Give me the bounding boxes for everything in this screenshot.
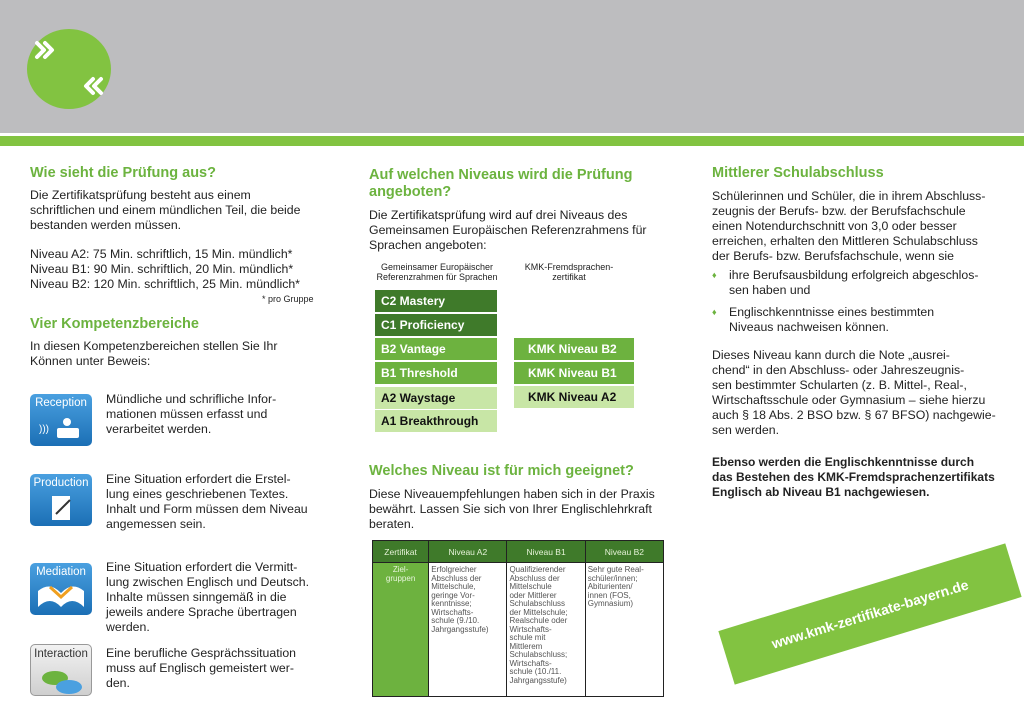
website-banner[interactable]	[718, 543, 1021, 684]
levels-intro: Die Zertifikatsprüfung wird auf drei Niveaus des Gemeinsamen Europäischen Referenzrahmens für Sprachen angeboten:	[369, 208, 647, 252]
which-level-heading: Welches Niveau ist für mich geeignet?	[369, 463, 634, 479]
interaction-text: Eine berufliche Gesprächssituation muss auf Englisch gemeistert wer- den.	[106, 646, 297, 690]
kmk-level-b1: KMK Niveau B1	[514, 362, 634, 384]
level-b2: B2 Vantage	[375, 338, 497, 360]
mediation-icon: Mediation	[30, 563, 92, 615]
per-group-note: * pro Gruppe	[262, 294, 314, 304]
exam-heading: Wie sieht die Prüfung aus?	[30, 165, 216, 181]
level-recommendation-table	[372, 540, 664, 697]
table-header: Niveau A2	[429, 541, 507, 563]
website-link[interactable]: www.kmk-zertifikate-bayern.de	[769, 576, 971, 652]
mediation-text: Eine Situation erfordert die Vermitt- lung zwischen Englisch und Deutsch. Inhalte müssen sinngemäß in die jeweils andere Sprache übertragen werden.	[106, 560, 310, 634]
bullet-item: Englischkenntnisse eines bestimmten Niveaus nachweisen können.	[729, 305, 935, 334]
bullet-icon: ♦	[712, 270, 717, 280]
exam-levels: Niveau A2: 75 Min. schriftlich, 15 Min. mündlich* Niveau B1: 90 Min. schriftlich, 20 Min. mündlich* Niveau B2: 120 Min. schriftlich, 25 Min. mündlich*	[30, 247, 300, 291]
competence-heading: Vier Kompetenzbereiche	[30, 316, 199, 332]
level-b1: B1 Threshold	[375, 362, 497, 384]
header-band	[0, 0, 1024, 133]
table-cell-b2: Sehr gute Real- schüler/innen; Abiturienten/ innen (FOS, Gymnasium)	[585, 563, 663, 697]
header-divider	[0, 136, 1024, 146]
production-icon: Production	[30, 474, 92, 526]
levels-heading: Auf welchen Niveaus wird die Prüfung angeboten?	[369, 167, 633, 200]
level-a2: A2 Waystage	[375, 387, 497, 409]
reception-text: Mündliche und schrifliche Infor- mationen müssen erfasst und verarbeitet werden.	[106, 392, 277, 436]
interaction-icon: Interaction	[30, 644, 92, 696]
level-a1: A1 Breakthrough	[375, 410, 497, 432]
grade-text: Dieses Niveau kann durch die Note „ausrei- chend“ in den Abschluss- oder Jahreszeugnis- sen bestimmter Schularten (z. B. Mittel-, Real-, Wirtschaftsschule oder Gymnasium – siehe hierzu auch § 18 Abs. 2 BSO bzw. § 67 BFSO) nachgewie- sen werden.	[712, 348, 996, 437]
reception-icon: Reception )))	[30, 394, 92, 446]
production-text: Eine Situation erfordert die Erstel- lung eines geschriebenen Textes. Inhalt und Form müssen dem Niveau angemessen sein.	[106, 472, 308, 531]
ger-header: Gemeinsamer Europäischer Referenzrahmen für Sprachen	[376, 262, 498, 282]
competence-intro: In diesen Kompetenzbereichen stellen Sie Ihr Können unter Beweis:	[30, 339, 278, 368]
msa-heading: Mittlerer Schulabschluss	[712, 165, 884, 181]
svg-text:))): )))	[39, 424, 49, 435]
table-header: Niveau B2	[585, 541, 663, 563]
table-cell-a2: Erfolgreicher Abschluss der Mittelschule, geringe Vor- kenntnisse; Wirtschafts- schule (9./10. Jahrgangsstufe)	[429, 563, 507, 697]
which-level-text: Diese Niveauempfehlungen haben sich in der Praxis bewährt. Lassen Sie sich von Ihrer Englischlehrkraft beraten.	[369, 487, 655, 531]
exam-text: Die Zertifikatsprüfung besteht aus einem schriftlichen und einem mündlichen Teil, die beide bestanden werden müssen.	[30, 188, 301, 232]
kmk-level-a2: KMK Niveau A2	[514, 386, 634, 408]
table-header: Zertifikat	[373, 541, 429, 563]
table-row-label: Ziel- gruppen	[373, 563, 429, 697]
table-header: Niveau B1	[507, 541, 585, 563]
table-cell-b1: Qualifizierender Abschluss der Mittelschule oder Mittlerer Schulabschluss der Mittelschule; Realschule oder Wirtschafts- schule mit Mittlerem Schulabschluss; Wirtschafts- schule (10./11. Jahrgangsstufe)	[507, 563, 585, 697]
bullet-item: ihre Berufsausbildung erfolgreich abgeschlos- sen haben und	[729, 268, 979, 297]
kmk-level-b2: KMK Niveau B2	[514, 338, 634, 360]
chevron-logo-icon	[27, 29, 111, 109]
msa-text: Schülerinnen und Schüler, die in ihrem Abschluss- zeugnis der Berufs- bzw. der Berufsfachschule einen Notendurchschnitt von 3,0 oder besser erreichen, erhalten den Mittleren Schulabschluss der Berufs- bzw. Berufsfachschule, wenn sie	[712, 189, 986, 263]
kmk-header: KMK-Fremdsprachen- zertifikat	[524, 262, 614, 282]
level-c2: C2 Mastery	[375, 290, 497, 312]
certificate-note: Ebenso werden die Englischkenntnisse durch das Bestehen des KMK-Fremdsprachenzertifikats Englisch ab Niveau B1 nachgewiesen.	[712, 455, 995, 499]
bullet-icon: ♦	[712, 307, 717, 317]
level-c1: C1 Proficiency	[375, 314, 497, 336]
